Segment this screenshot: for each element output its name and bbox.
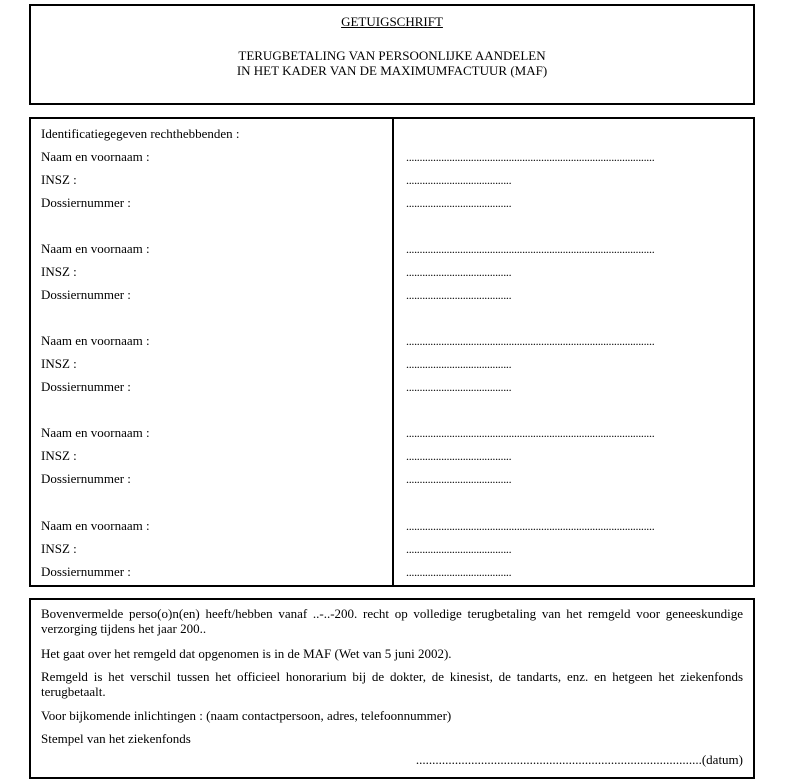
document-header-box xyxy=(29,4,755,105)
entitlement-paragraph: Bovenvermelde perso(o)n(en) heeft/hebben vanaf ..-..-200. recht op volledige terugbetaling van het remgeld voor geneeskundige verzorging tijdens het jaar 200.. xyxy=(41,606,743,636)
dossier-label-4: Dossiernummer : xyxy=(41,471,131,486)
name-field-1[interactable]: ............................................................................................ xyxy=(406,150,655,164)
insz-field-5[interactable]: ....................................... xyxy=(406,542,512,556)
insz-label-5: INSZ : xyxy=(41,541,77,556)
remgeld-definition-paragraph: Remgeld is het verschil tussen het officieel honorarium bij de dokter, de kinesist, de tandarts, enz. en hetgeen het ziekenfonds terugbetaalt. xyxy=(41,669,743,699)
dossier-field-3[interactable]: ....................................... xyxy=(406,380,512,394)
name-field-3[interactable]: ............................................................................................ xyxy=(406,334,655,348)
certificate-text-box xyxy=(29,598,755,779)
insz-field-3[interactable]: ....................................... xyxy=(406,357,512,371)
name-label-4: Naam en voornaam : xyxy=(41,425,150,440)
dossier-label-5: Dossiernummer : xyxy=(41,564,131,579)
name-field-4[interactable]: ............................................................................................ xyxy=(406,426,655,440)
identification-heading: Identificatiegegeven rechthebbenden : xyxy=(41,126,240,141)
name-field-5[interactable]: ............................................................................................ xyxy=(406,519,655,533)
insz-label-1: INSZ : xyxy=(41,172,77,187)
insz-field-4[interactable]: ....................................... xyxy=(406,449,512,463)
insz-label-3: INSZ : xyxy=(41,356,77,371)
dossier-label-3: Dossiernummer : xyxy=(41,379,131,394)
date-field[interactable]: ........................................................................................(datum) xyxy=(415,752,743,767)
name-label-5: Naam en voornaam : xyxy=(41,518,150,533)
title-line-2: IN HET KADER VAN DE MAXIMUMFACTUUR (MAF) xyxy=(236,63,548,78)
dossier-field-1[interactable]: ....................................... xyxy=(406,196,512,210)
name-field-2[interactable]: ............................................................................................ xyxy=(406,242,655,256)
dossier-label-2: Dossiernummer : xyxy=(41,287,131,302)
dossier-field-4[interactable]: ....................................... xyxy=(406,472,512,486)
name-label-3: Naam en voornaam : xyxy=(41,333,150,348)
identification-table xyxy=(29,117,755,587)
insz-field-2[interactable]: ....................................... xyxy=(406,265,512,279)
maf-paragraph: Het gaat over het remgeld dat opgenomen is in de MAF (Wet van 5 juni 2002). xyxy=(41,646,452,661)
column-divider xyxy=(392,119,394,585)
dossier-field-2[interactable]: ....................................... xyxy=(406,288,512,302)
document-title xyxy=(31,48,753,78)
insz-label-4: INSZ : xyxy=(41,448,77,463)
dossier-label-1: Dossiernummer : xyxy=(41,195,131,210)
insz-label-2: INSZ : xyxy=(41,264,77,279)
dossier-field-5[interactable]: ....................................... xyxy=(406,565,512,579)
document-kicker: GETUIGSCHRIFT xyxy=(341,14,443,29)
contact-info-paragraph: Voor bijkomende inlichtingen : (naam contactpersoon, adres, telefoonnummer) xyxy=(41,708,452,723)
title-line-1: TERUGBETALING VAN PERSOONLIJKE AANDELEN xyxy=(238,48,546,63)
name-label-1: Naam en voornaam : xyxy=(41,149,150,164)
name-label-2: Naam en voornaam : xyxy=(41,241,150,256)
insz-field-1[interactable]: ....................................... xyxy=(406,173,512,187)
stamp-label: Stempel van het ziekenfonds xyxy=(41,731,191,746)
